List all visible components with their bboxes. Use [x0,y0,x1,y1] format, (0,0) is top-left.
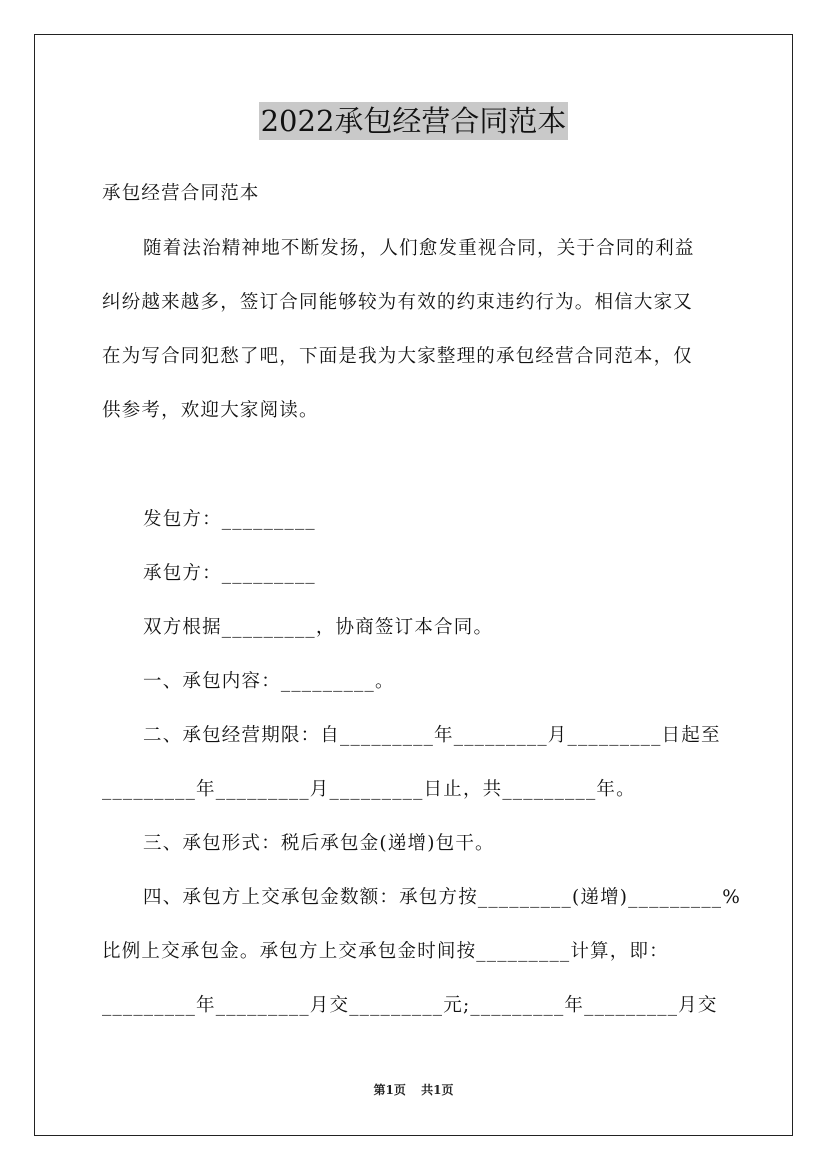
clause-4-line-continued: 比例上交承包金。承包方上交承包金时间按_________计算，即： [102,941,669,962]
title-container [0,102,827,140]
document-subtitle: 承包经营合同范本 [102,183,260,204]
contract-party-issuer: 发包方：_________ [143,509,316,530]
paragraph-line: 供参考，欢迎大家阅读。 [102,400,319,421]
clause-2-line: 二、承包经营期限：自_________年_________月_________日起至 [143,725,721,746]
page-total: 共1页 [421,1083,454,1097]
contract-basis-line: 双方根据_________，协商签订本合同。 [143,617,494,638]
clause-3-line: 三、承包形式：税后承包金(递增)包干。 [143,833,495,854]
contract-party-contractor: 承包方：_________ [143,563,316,584]
clause-4-line: 四、承包方上交承包金数额：承包方按_________(递增)_________% [143,887,742,908]
clause-4-line-continued: _________年_________月交_________元;_________年_________月交 [102,995,718,1016]
clause-2-line-continued: _________年_________月_________日止，共_________年。 [102,779,636,800]
paragraph-line: 在为写合同犯愁了吧，下面是我为大家整理的承包经营合同范本，仅 [102,346,694,367]
document-title: 2022承包经营合同范本 [260,104,567,138]
paragraph-line: 随着法治精神地不断发扬，人们愈发重视合同，关于合同的利益 [143,238,695,259]
page-footer [0,1082,827,1098]
page-number: 第1页 [373,1083,406,1097]
clause-1-line: 一、承包内容：_________。 [143,671,395,692]
paragraph-line: 纠纷越来越多，签订合同能够较为有效的约束违约行为。相信大家又 [102,292,694,313]
